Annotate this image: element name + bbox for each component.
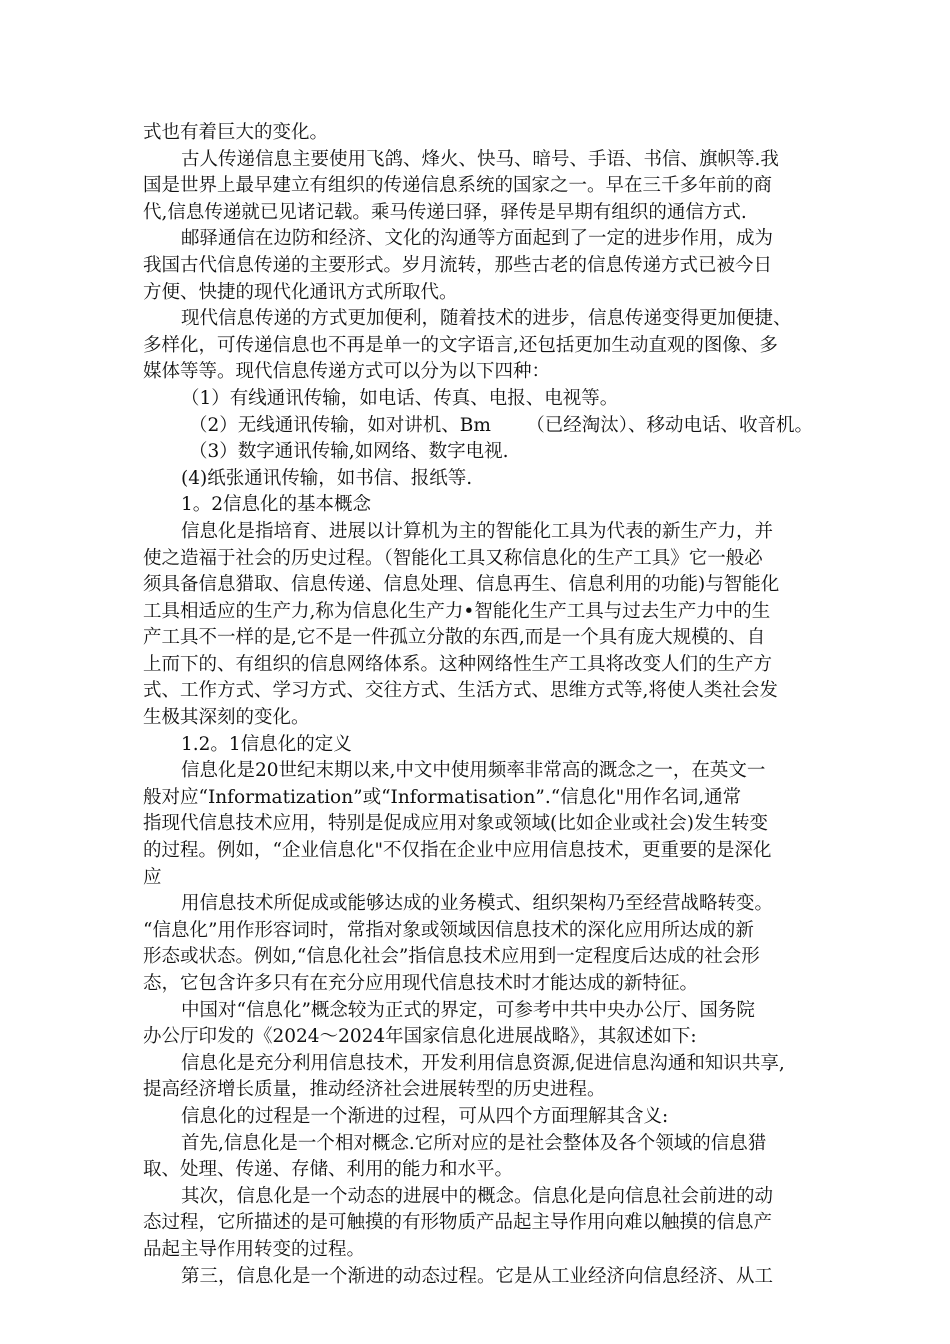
text-line: 现代信息传递的方式更加便利，随着技术的进步，信息传递变得更加便捷、 — [181, 308, 792, 330]
text-line: 信息化是20世纪末期以来,中文中使用频率非常高的溉念之一，在英文一 — [181, 760, 766, 782]
text-line: 式、工作方式、学习方式、交往方式、生活方式、思维方式等,将使人类社会发 — [143, 680, 778, 702]
text-line: 用信息技术所促成或能够达成的业务模式、组织架构乃至经营战略转变。 — [181, 893, 774, 915]
text-line: 生极其深刻的变化。 — [143, 707, 310, 729]
text-line: （1）有线通讯传输，如电话、传真、电报、电视等。 — [181, 387, 619, 409]
text-line: 第三，信息化是一个渐进的动态过程。它是从工业经济向信息经济、从工 — [181, 1265, 774, 1287]
text-line: 提高经济增长质量，推动经济社会进展转型的历史进程。 — [143, 1079, 606, 1101]
text-line: 多样化，可传递信息也不再是单一的文字语言,还包括更加生动直观的图像、多 — [143, 334, 778, 356]
text-line: （3）数字通讯传输,如网络、数字电视. — [189, 441, 509, 463]
text-line: 其次，信息化是一个动态的进展中的概念。信息化是向信息社会前进的动 — [181, 1185, 774, 1207]
text-line: 须具备信息猎取、信息传递、信息处理、信息再生、信息利用的功能)与智能化 — [143, 574, 780, 596]
text-line: “信息化”用作形容词时，常指对象或领域因信息技术的深化应用所达成的新 — [143, 919, 754, 941]
text-line: 信息化是充分利用信息技术，开发利用信息资源,促进信息沟通和知识共享, — [181, 1052, 785, 1074]
text-line: (4)纸张通讯传输，如书信、报纸等. — [181, 467, 473, 489]
text-line: 方便、快捷的现代化通讯方式所取代。 — [143, 281, 458, 303]
text-line: 1.2。1信息化的定义 — [181, 733, 352, 755]
text-line: 首先,信息化是一个相对概念.它所对应的是社会整体及各个领域的信息猎 — [181, 1132, 767, 1154]
document-page — [143, 120, 811, 1290]
text-line: 态，它包含许多只有在充分应用现代信息技术时才能达成的新特征。 — [143, 973, 699, 994]
text-line: 指现代信息技术应用，特别是促成应用对象或领域(比如企业或社会)发生转变 — [143, 813, 768, 835]
text-line: 使之造福于社会的历史过程。（智能化工具又称信息化的生产工具》它一般必 — [143, 547, 763, 569]
text-line: 的过程。例如，“企业信息化"不仅指在企业中应用信息技术，更重要的是深化 — [143, 840, 772, 862]
text-line: 信息化是指培育、进展以计算机为主的智能化工具为代表的新生产力，并 — [181, 520, 774, 542]
text-line: （2）无线通讯传输，如对讲机、Bm （已经淘汰）、移动电话、收音机。 — [189, 414, 813, 436]
text-line: 工具相适应的生产力,称为信息化生产力•智能化生产工具与过去生产力中的生 — [143, 600, 771, 622]
text-line: 邮驿通信在边防和经济、文化的沟通等方面起到了一定的进步作用，成为 — [181, 228, 774, 250]
text-line: 古人传递信息主要使用飞鸽、烽火、快马、暗号、手语、书信、旗帜等.我 — [181, 148, 779, 170]
text-line: 取、处理、传递、存储、利用的能力和水平。 — [143, 1159, 514, 1181]
text-line: 态过程，它所描述的是可触摸的有形物质产品起主导作用向难以触摸的信息产 — [143, 1212, 773, 1234]
text-line: 形态或状态。例如,“信息化社会”指信息技术应用到一定程度后达成的社会形 — [143, 946, 760, 968]
text-line: 式也有着巨大的变化。 — [143, 122, 329, 143]
text-line: 品起主导作用转变的过程。 — [143, 1238, 366, 1260]
text-line: 国是世界上最早建立有组织的传递信息系统的国家之一。早在三千多年前的商 — [143, 175, 773, 197]
text-line: 应 — [143, 866, 162, 888]
text-line: 产工具不一样的是,它不是一件孤立分散的东西,而是一个具有庞大规模的、自 — [143, 627, 766, 649]
text-line: 信息化的过程是一个渐进的过程，可从四个方面理解其含义: — [181, 1105, 669, 1127]
text-line: 般对应“Informatization”或“Informatisation”.“信息化"用作名词,通常 — [143, 786, 742, 808]
text-line: 上而下的、有组织的信息网络体系。这种网络性生产工具将改变人们的生产方 — [143, 653, 773, 675]
text-line: 中国对“信息化”概念较为正式的界定，可参考中共中央办公厅、国务院 — [181, 999, 755, 1021]
text-line: 代,信息传递就已见诸记载。乘马传递曰驿，驿传是早期有组织的通信方式. — [143, 201, 747, 223]
text-line: 1。2信息化的基本概念 — [181, 494, 372, 516]
text-line: 办公厅印发的《2024～2024年国家信息化进展战略》，其叙述如下: — [143, 1026, 697, 1048]
text-line: 我国古代信息传递的主要形式。岁月流转，那些古老的信息传递方式已被今日 — [143, 254, 773, 276]
text-line: 媒体等等。现代信息传递方式可以分为以下四种： — [143, 361, 551, 383]
